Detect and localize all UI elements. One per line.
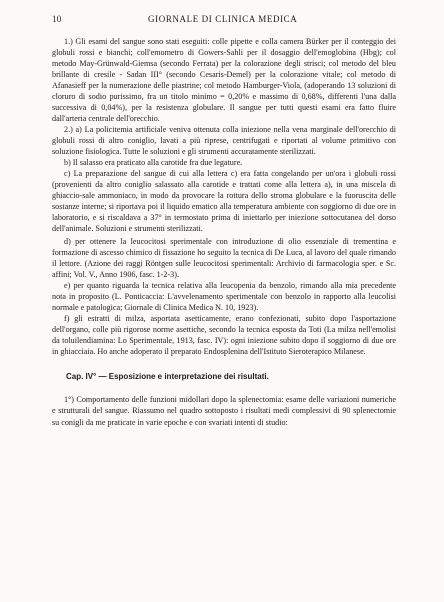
paragraph-leucopenia: e) per quanto riguarda la tecnica relativa alla leucopenia da benzolo, rimando alla mia precedente nota in proposito (L. Ponticaccia: L'avvelenamento sperimentale con benzolo in rapporto alla leucolisi normale e patologica; Giornale di Clinica Medica N. 10, 1923). xyxy=(52,281,396,313)
section-heading: Cap. IV° — Esposizione e interpretazione dei risultati. xyxy=(66,372,269,382)
paragraph-blood-exams: 1.) Gli esami del sangue sono stati eseguiti: colle pipette e colla camera Bürker per il conteggio dei globuli rossi e bianchi; coll'emometro di Gowers-Sahli per il dosaggio dell'emoglobina (Hbg); col metodo May-Grünwald-Giemsa (secondo Ferrata) per la colorazione degli strisci; col metodo del bleu brillante di cresile - Sadan III° (secondo Cesaris-Demel) per la colorazione vitale; col metodo di Afanasieff per la numerazione delle piastrine; col metodo Hamburger-Viola, (adoperando 13 soluzioni di cloruro di sodio purissimo, fra un titolo minimo = 0,20% e massimo di 0,68%, differenti l'una dalla successiva di 0,04%), per la resistenza globulare. Il sangue per tutti questi esami era fatto fluire dall'arteria centrale dell'orecchio. xyxy=(52,37,396,124)
paragraph-blood-preparation: c) La preparazione del sangue di cui alla lettera c) era fatta congelando per un'ora i globuli rossi (provenienti da altro coniglio salassato alla carotide e trattati come alla lettera a), in una miscela di ghiaccio-sale ammoniaco, in modo da provocare la rottura dello stroma globulare e la fuoruscita delle sostanze interne; si riportava poi il liquido ematico alla temperatura ambiente con soggiorno di due ore in laboratorio, e si riscaldava a 37° in termostato prima di iniettarlo per iniezione sottocutanea del dorso dell'animale. Soluzioni e strumenti sterilizzati. xyxy=(52,169,396,234)
article-body xyxy=(52,36,396,428)
paragraph-results-intro: 1°) Comportamento delle funzioni midollari dopo la splenectomia: esame delle variazioni numeriche e strutturali del sangue. Riassumo nel quadro sottoposto i risultati medi complessivi di 90 splenectomie su conigli da me praticate in varie epoche e con svariati intenti di studio: xyxy=(52,395,396,427)
page-header xyxy=(52,14,394,24)
paragraph-policitemia: 2.) a) La policitemia artificiale veniva ottenuta colla iniezione nella vena marginale dell'orecchio di globuli rossi di altro coniglio, lavati a più riprese, centrifugati e riportati al volume primitivo con soluzione fisiologica. Tutte le soluzioni e gli strumenti accuratamente sterilizzati. xyxy=(52,125,396,157)
journal-title: GIORNALE DI CLINICA MEDICA xyxy=(148,14,298,24)
paragraph-leucocitosi: d) per ottenere la leucocitosi sperimentale con introduzione di olio essenziale di trementina e formazione di ascesso chimico di fissazione ho seguito la tecnica di De Luca, al lavoro del quale rimando il lettore. (Azione dei raggi Röntgen sulle leucocitosi sperimentali: Archivio di farmacologia sper. e Sc. affini; Vol. V., Anno 1906, fasc. 1-2-3). xyxy=(52,237,396,280)
page-number: 10 xyxy=(52,14,62,24)
paragraph-spleen-extracts: f) gli estratti di milza, asportata asetticamente, erano confezionati, subito dopo l'asportazione dell'organo, colle più rigorose norme asettiche, secondo la tecnica esposta da Toti (La milza nell'emolisi da toluilendiamina: Lo Sperimentale, 1913, fasc. IV): ogni iniezione subito dopo il soggiorno di due ore in ghiacciaia. Ho anche adoperato il preparato Endosplenina dell'Istituto Sieroterapico Milanese. xyxy=(52,314,396,357)
paragraph-salasso: b) Il salasso era praticato alla carotide fra due legature. xyxy=(64,158,243,168)
